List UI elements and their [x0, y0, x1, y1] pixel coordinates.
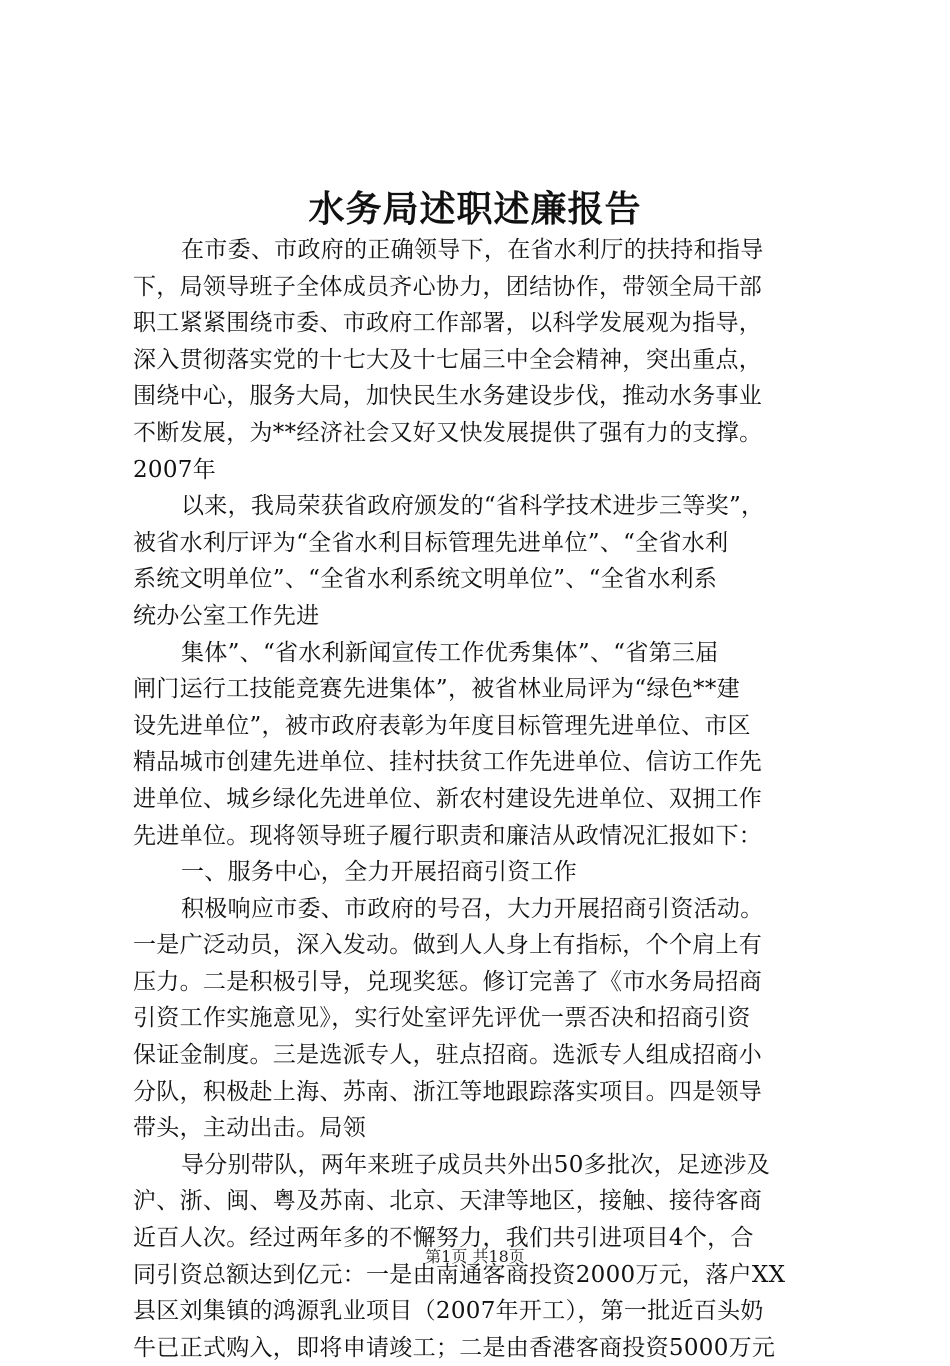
- page-footer: 第1页 共18页: [425, 1247, 525, 1266]
- body-line: 2007年: [133, 456, 217, 483]
- body-line: 不断发展，为**经济社会又好又快发展提供了强有力的支撑。: [133, 419, 763, 446]
- body-line: 引资工作实施意见》，实行处室评先评优一票否决和招商引资: [133, 1005, 751, 1032]
- body-line: 压力。二是积极引导，兑现奖惩。修订完善了《市水务局招商: [133, 968, 763, 995]
- body-line: 闸门运行工技能竞赛先进集体”，被省林业局评为“绿色**建: [133, 676, 740, 703]
- body-line: 先进单位。现将领导班子履行职责和廉洁从政情况汇报如下：: [133, 822, 763, 849]
- body-line: 近百人次。经过两年多的不懈努力，我们共引进项目4个，合: [133, 1225, 754, 1252]
- body-line: 带头，主动出击。局领: [133, 1115, 366, 1142]
- body-line: 导分别带队，两年来班子成员共外出50多批次，足迹涉及: [181, 1151, 771, 1178]
- body-line: 职工紧紧围绕市委、市政府工作部署，以科学发展观为指导，: [133, 310, 763, 337]
- body-line: 以来，我局荣获省政府颁发的“省科学技术进步三等奖”，: [181, 493, 765, 520]
- body-line: 牛已正式购入，即将申请竣工；二是由香港客商投资5000万元: [133, 1334, 776, 1361]
- body-line: 下，局领导班子全体成员齐心协力，团结协作，带领全局干部: [133, 273, 763, 300]
- body-line: 沪、浙、闽、粤及苏南、北京、天津等地区，接触、接待客商: [133, 1188, 763, 1215]
- body-line: 围绕中心，服务大局，加快民生水务建设步伐，推动水务事业: [133, 383, 763, 410]
- body-line: 系统文明单位”、“全省水利系统文明单位”、“全省水利系: [133, 566, 718, 593]
- body-line: 统办公室工作先进: [133, 602, 320, 629]
- document-title: 水务局述职述廉报告: [308, 188, 642, 230]
- body-line: 被省水利厅评为“全省水利目标管理先进单位”、“全省水利: [133, 529, 729, 556]
- body-line: 设先进单位”，被市政府表彰为年度目标管理先进单位、市区: [133, 712, 751, 739]
- body-line: 县区刘集镇的鸿源乳业项目（2007年开工），第一批近百头奶: [133, 1298, 764, 1325]
- body-line: 在市委、市政府的正确领导下，在省水利厅的扶持和指导: [181, 237, 764, 263]
- body-line: 深入贯彻落实党的十七大及十七届三中全会精神，突出重点，: [133, 346, 763, 373]
- body-line: 同引资总额达到亿元：一是由南通客商投资2000万元，落户XX: [133, 1261, 786, 1288]
- body-line: 精品城市创建先进单位、挂村扶贫工作先进单位、信访工作先: [133, 749, 763, 776]
- body-line: 一是广泛动员，深入发动。做到人人身上有指标，个个肩上有: [133, 932, 763, 959]
- body-line: 进单位、城乡绿化先进单位、新农村建设先进单位、双拥工作: [133, 785, 763, 812]
- document-body: [133, 232, 833, 1366]
- body-line: 一、服务中心，全力开展招商引资工作: [181, 859, 578, 886]
- body-line: 保证金制度。三是选派专人，驻点招商。选派专人组成招商小: [133, 1042, 763, 1069]
- body-line: 集体”、“省水利新闻宣传工作优秀集体”、“省第三届: [181, 639, 719, 666]
- body-line: 积极响应市委、市政府的号召，大力开展招商引资活动。: [181, 895, 764, 922]
- body-line: 分队，积极赴上海、苏南、浙江等地跟踪落实项目。四是领导: [133, 1078, 763, 1105]
